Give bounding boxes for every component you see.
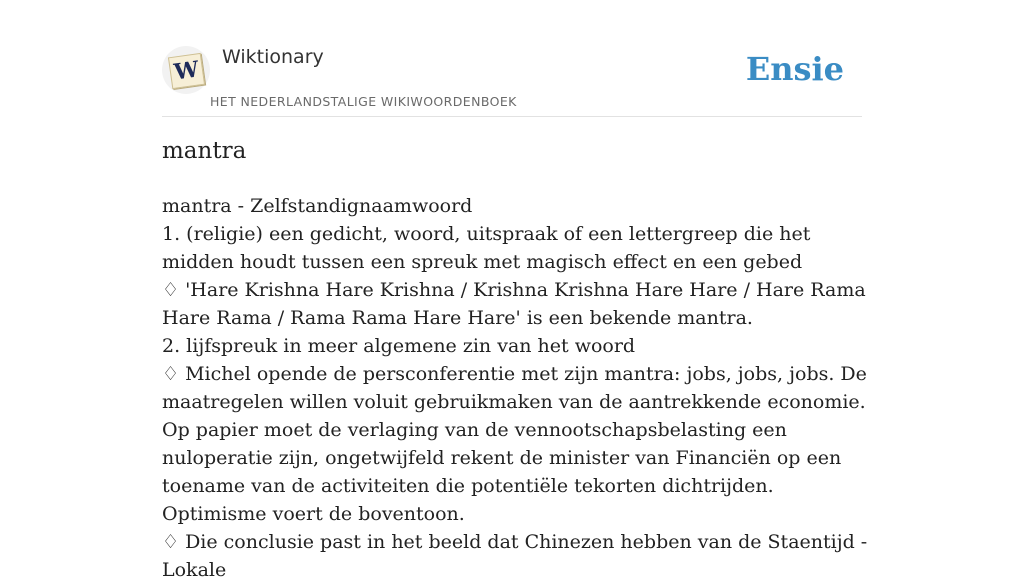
definition-2: 2. lijfspreuk in meer algemene zin van het woord: [162, 335, 636, 357]
example-1: ♢ 'Hare Krishna Hare Krishna / Krishna Krishna Hare Hare / Hare Rama Hare Rama / Rama Rama Hare Hare' is een bekende mantra.: [162, 279, 866, 329]
site-name[interactable]: Wiktionary: [222, 46, 324, 68]
ensie-brand-link[interactable]: Ensie: [745, 50, 844, 88]
site-header: [162, 40, 862, 117]
site-tagline: HET NEDERLANDSTALIGE WIKIWOORDENBOEK: [210, 94, 517, 109]
wiktionary-logo[interactable]: [162, 46, 210, 94]
example-2: ♢ Michel opende de persconferentie met zijn mantra: jobs, jobs, jobs. De maatregelen willen voluit gebruikmaken van de aantrekkende economie. Op papier moet de verlaging van de vennootschapsbelasting een nuloperatie zijn, ongetwijfeld rekent de minister van Financiën op een toename van de activiteiten die potentiële tekorten dichtrijden. Optimisme voert de boventoon.: [162, 363, 867, 525]
definition-1: 1. (religie) een gedicht, woord, uitspraak of een lettergreep die het midden houdt tussen een spreuk met magisch effect en een gebed: [162, 223, 811, 273]
example-3: ♢ Die conclusie past in het beeld dat Chinezen hebben van de Staentijd - Lokale: [162, 531, 868, 581]
entry-part-of-speech: mantra - Zelfstandignaamwoord: [162, 195, 473, 217]
page-title: mantra: [162, 138, 247, 164]
logo-tile-icon: W: [168, 53, 205, 89]
entry-content: [162, 192, 872, 584]
